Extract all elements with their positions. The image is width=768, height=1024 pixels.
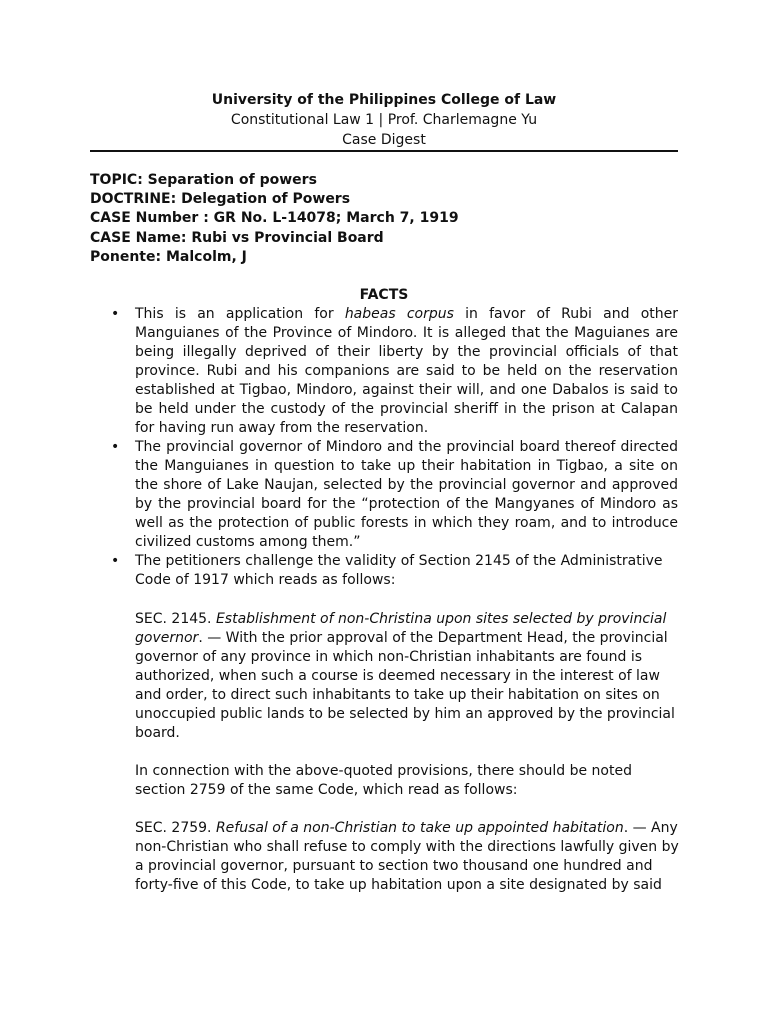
facts-heading: FACTS [359,287,409,303]
document-header [90,90,678,150]
institution-title: University of the Philippines College of Law [211,92,557,108]
case-name-line: CASE Name: Rubi vs Provincial Board [90,229,384,246]
section-2759-quote [135,819,680,895]
case-number-line: CASE Number : GR No. L-14078; March 7, 1919 [90,210,459,227]
facts-list [90,305,678,590]
course-line: Constitutional Law 1 | Prof. Charlemagne Yu [230,112,538,128]
facts-item-1-pre: This is an application for [135,306,345,322]
facts-item-2: The provincial governor of Mindoro and the provincial board thereof directed the Manguianes in question to take up their habitation in Tigbao, a site on the shore of Lake Naujan, selected by the provincial governor and approved by the provincial board for the “protection of the Mangyanes of Mindoro as well as the protection of public forests in which they roam, and to introduce civilized customs among them.” [135,439,678,550]
facts-list-item [90,552,678,590]
bullet-icon: • [111,553,120,569]
header-divider [90,150,678,152]
document-type: Case Digest [342,132,426,148]
facts-item-1-italic: habeas corpus [344,306,454,322]
section-2145-quote [135,610,680,743]
facts-list-item [90,438,678,552]
doctrine-line: DOCTRINE: Delegation of Powers [90,191,351,208]
facts-item-1-post: in favor of Rubi and other Manguianes of the Province of Mindoro. It is alleged that the Maguianes are being illegally deprived of their liberty by the provincial officials of that province. Rubi and his companions are said to be held on the reservation established at Tigbao, Mindoro, against their will, and one Dabalos is said to be held under the custody of the provincial sheriff in the prison at Calapan for having run away from the reservation. [135,306,678,436]
sec-2145-title: Establishment of non-Christina upon sites selected by provincial governor [135,611,667,646]
sec-2759-body: . — Any non-Christian who shall refuse to comply with the directions lawfully given by a provincial governor, pursuant to section two thousand one hundred and forty-five of this Code, to take up habitation upon a site designated by said [135,820,679,893]
bullet-icon: • [111,439,120,455]
topic-line: TOPIC: Separation of powers [90,172,317,188]
ponente-line: Ponente: Malcolm, J [90,248,247,265]
sec-2759-number: SEC. 2759. [135,820,216,836]
connection-paragraph: In connection with the above-quoted provisions, there should be noted section 2759 of the same Code, which read as follows: [135,763,632,798]
facts-list-item [90,305,678,438]
facts-item-3: The petitioners challenge the validity of Section 2145 of the Administrative Code of 1917 which reads as follows: [135,553,663,588]
sec-2759-title: Refusal of a non-Christian to take up appointed habitation [215,820,624,836]
sec-2145-number: SEC. 2145. [135,611,216,627]
bullet-icon: • [111,306,120,322]
case-metadata [90,171,678,267]
sec-2145-body: . — With the prior approval of the Department Head, the provincial governor of any province in which non-Christian inhabitants are found is authorized, when such a course is deemed necessary in the interest of law and order, to direct such inhabitants to take up their habitation on sites on unoccupied public lands to be selected by him an approved by the provincial board. [135,630,675,741]
